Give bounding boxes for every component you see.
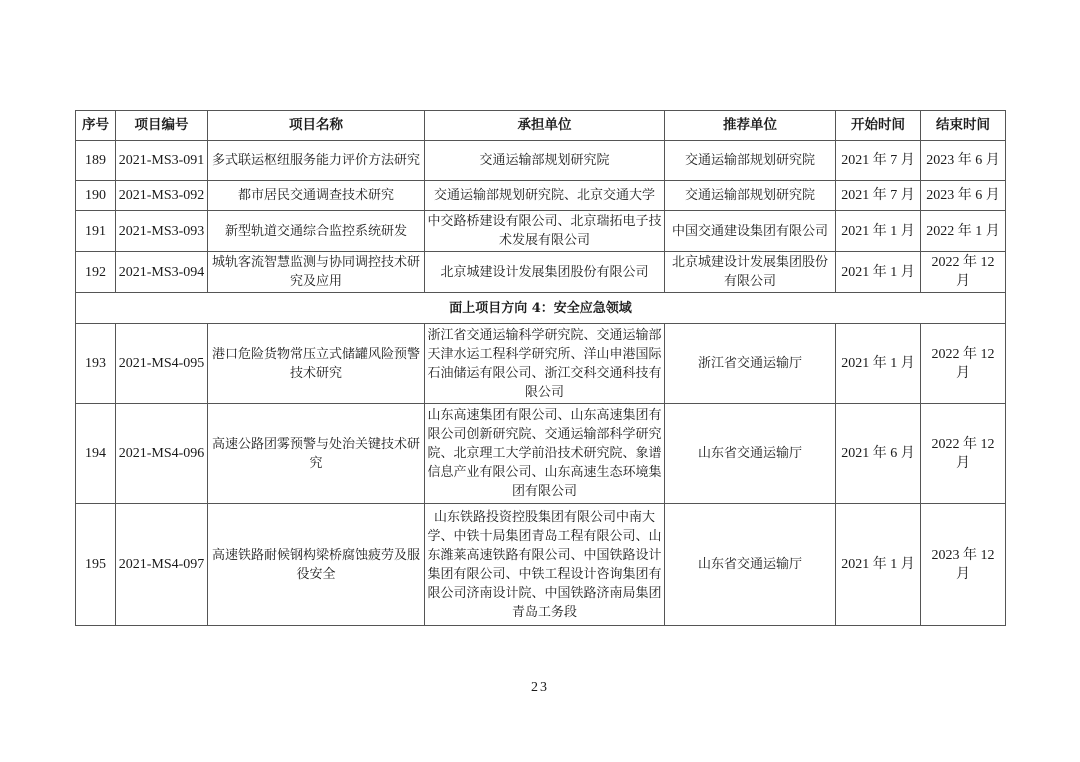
undertaking-unit: 山东高速集团有限公司、山东高速集团有限公司创新研究院、交通运输部科学研究院、北京理工大学前沿技术研究院、象谱信息产业有限公司、山东高速生态环境集团有限公司 — [425, 404, 665, 504]
undertaking-unit: 山东铁路投资控股集团有限公司中南大学、中铁十局集团青岛工程有限公司、山东潍莱高速铁路有限公司、中国铁路设计集团有限公司、中铁工程设计咨询集团有限公司济南设计院、中国铁路济南局集团青岛工务段 — [425, 504, 665, 626]
project-name: 都市居民交通调查技术研究 — [208, 181, 425, 211]
row-number: 193 — [76, 324, 116, 404]
table-row — [76, 404, 1006, 504]
start-time: 2021 年 1 月 — [836, 252, 921, 293]
project-name: 多式联运枢纽服务能力评价方法研究 — [208, 141, 425, 181]
undertaking-unit: 交通运输部规划研究院、北京交通大学 — [425, 181, 665, 211]
recommending-unit: 交通运输部规划研究院 — [665, 141, 836, 181]
table-header-row — [76, 111, 1006, 141]
project-table — [75, 110, 1006, 626]
undertaking-unit: 北京城建设计发展集团股份有限公司 — [425, 252, 665, 293]
header-cell: 承担单位 — [425, 111, 665, 141]
end-time: 2023 年 6 月 — [921, 141, 1006, 181]
start-time: 2021 年 6 月 — [836, 404, 921, 504]
table-row — [76, 504, 1006, 626]
start-time: 2021 年 1 月 — [836, 504, 921, 626]
project-code: 2021-MS3-093 — [116, 211, 208, 252]
row-number: 195 — [76, 504, 116, 626]
project-name: 城轨客流智慧监测与协同调控技术研究及应用 — [208, 252, 425, 293]
header-cell: 项目编号 — [116, 111, 208, 141]
end-time: 2022 年 1 月 — [921, 211, 1006, 252]
table-row — [76, 252, 1006, 293]
header-cell: 推荐单位 — [665, 111, 836, 141]
row-number: 194 — [76, 404, 116, 504]
page-number: 23 — [531, 680, 549, 695]
header-cell: 序号 — [76, 111, 116, 141]
recommending-unit: 山东省交通运输厅 — [665, 404, 836, 504]
undertaking-unit: 中交路桥建设有限公司、北京瑞拓电子技术发展有限公司 — [425, 211, 665, 252]
end-time: 2022 年 12 月 — [921, 252, 1006, 293]
row-number: 191 — [76, 211, 116, 252]
end-time: 2023 年 12 月 — [921, 504, 1006, 626]
undertaking-unit: 交通运输部规划研究院 — [425, 141, 665, 181]
row-number: 189 — [76, 141, 116, 181]
start-time: 2021 年 7 月 — [836, 181, 921, 211]
recommending-unit: 北京城建设计发展集团股份有限公司 — [665, 252, 836, 293]
end-time: 2022 年 12 月 — [921, 324, 1006, 404]
table-row — [76, 181, 1006, 211]
project-name: 港口危险货物常压立式储罐风险预警技术研究 — [208, 324, 425, 404]
section-row — [76, 293, 1006, 324]
row-number: 192 — [76, 252, 116, 293]
project-code: 2021-MS4-096 — [116, 404, 208, 504]
end-time: 2023 年 6 月 — [921, 181, 1006, 211]
section-title: 面上项目方向 4：安全应急领域 — [76, 293, 1006, 324]
recommending-unit: 浙江省交通运输厅 — [665, 324, 836, 404]
project-table-container — [75, 110, 1005, 626]
project-code: 2021-MS4-095 — [116, 324, 208, 404]
undertaking-unit: 浙江省交通运输科学研究院、交通运输部天津水运工程科学研究所、洋山申港国际石油储运有限公司、浙江交科交通科技有限公司 — [425, 324, 665, 404]
project-code: 2021-MS3-091 — [116, 141, 208, 181]
table-row — [76, 141, 1006, 181]
recommending-unit: 交通运输部规划研究院 — [665, 181, 836, 211]
project-code: 2021-MS3-094 — [116, 252, 208, 293]
row-number: 190 — [76, 181, 116, 211]
header-cell: 开始时间 — [836, 111, 921, 141]
project-code: 2021-MS4-097 — [116, 504, 208, 626]
table-row — [76, 211, 1006, 252]
end-time: 2022 年 12 月 — [921, 404, 1006, 504]
start-time: 2021 年 1 月 — [836, 211, 921, 252]
header-cell: 项目名称 — [208, 111, 425, 141]
header-cell: 结束时间 — [921, 111, 1006, 141]
project-name: 高速铁路耐候钢构梁桥腐蚀疲劳及服役安全 — [208, 504, 425, 626]
project-name: 高速公路团雾预警与处治关键技术研究 — [208, 404, 425, 504]
start-time: 2021 年 1 月 — [836, 324, 921, 404]
project-code: 2021-MS3-092 — [116, 181, 208, 211]
start-time: 2021 年 7 月 — [836, 141, 921, 181]
table-row — [76, 324, 1006, 404]
recommending-unit: 山东省交通运输厅 — [665, 504, 836, 626]
recommending-unit: 中国交通建设集团有限公司 — [665, 211, 836, 252]
project-name: 新型轨道交通综合监控系统研发 — [208, 211, 425, 252]
